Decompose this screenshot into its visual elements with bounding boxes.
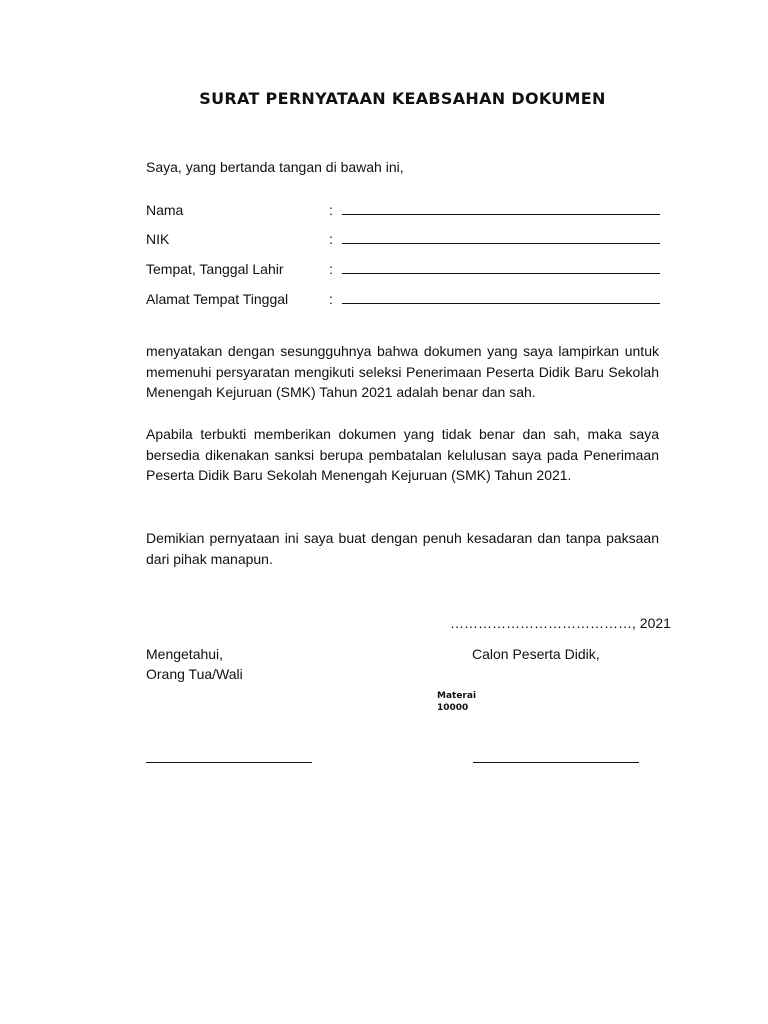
paragraph-text: menyatakan dengan sesungguhnya bahwa dokumen yang saya lampirkan untuk memenuhi persyaratan mengikuti seleksi Penerimaan Peserta Didik Baru Sekolah Menengah Kejuruan (SMK) Tahun 2021 adalah benar dan sah.	[146, 343, 659, 400]
materai-stamp-label	[437, 690, 476, 714]
field-colon: :	[329, 202, 333, 218]
field-colon: :	[329, 261, 333, 277]
paragraph-text: Demikian pernyataan ini saya buat dengan penuh kesadaran dan tanpa paksaan dari pihak manapun.	[146, 530, 659, 567]
materai-text: Materai	[437, 691, 477, 701]
field-blank-line	[342, 273, 660, 274]
field-label: Nama	[146, 202, 184, 218]
field-label: NIK	[146, 231, 170, 247]
field-nama	[146, 200, 660, 220]
right-signature-line	[473, 762, 639, 763]
date-line: …………………………………, 2021	[450, 615, 671, 631]
statement-paragraph	[146, 341, 659, 403]
document-title: SURAT PERNYATAAN KEABSAHAN DOKUMEN	[199, 89, 606, 108]
field-tempat-tanggal-lahir	[146, 259, 660, 279]
right-signature-role: Calon Peserta Didik,	[472, 646, 600, 662]
paragraph-text: Apabila terbukti memberikan dokumen yang tidak benar dan sah, maka saya bersedia dikenakan sanksi berupa pembatalan kelulusan saya pada Penerimaan Peserta Didik Baru Sekolah Menengah Kejuruan (SMK) Tahun 2021.	[146, 426, 659, 483]
field-colon: :	[329, 231, 333, 247]
sanction-paragraph	[146, 424, 659, 486]
left-signature-line	[146, 762, 312, 763]
field-blank-line	[342, 303, 660, 304]
field-colon: :	[329, 291, 333, 307]
field-alamat	[146, 289, 660, 309]
intro-text: Saya, yang bertanda tangan di bawah ini,	[146, 159, 404, 175]
materai-value: 10000	[437, 703, 469, 713]
left-signature-role: Orang Tua/Wali	[146, 666, 243, 682]
closing-paragraph	[146, 528, 659, 569]
field-blank-line	[342, 214, 660, 215]
field-blank-line	[342, 243, 660, 244]
field-nik	[146, 229, 660, 249]
field-label: Tempat, Tanggal Lahir	[146, 261, 284, 277]
left-signature-heading: Mengetahui,	[146, 646, 224, 662]
field-label: Alamat Tempat Tinggal	[146, 291, 289, 307]
